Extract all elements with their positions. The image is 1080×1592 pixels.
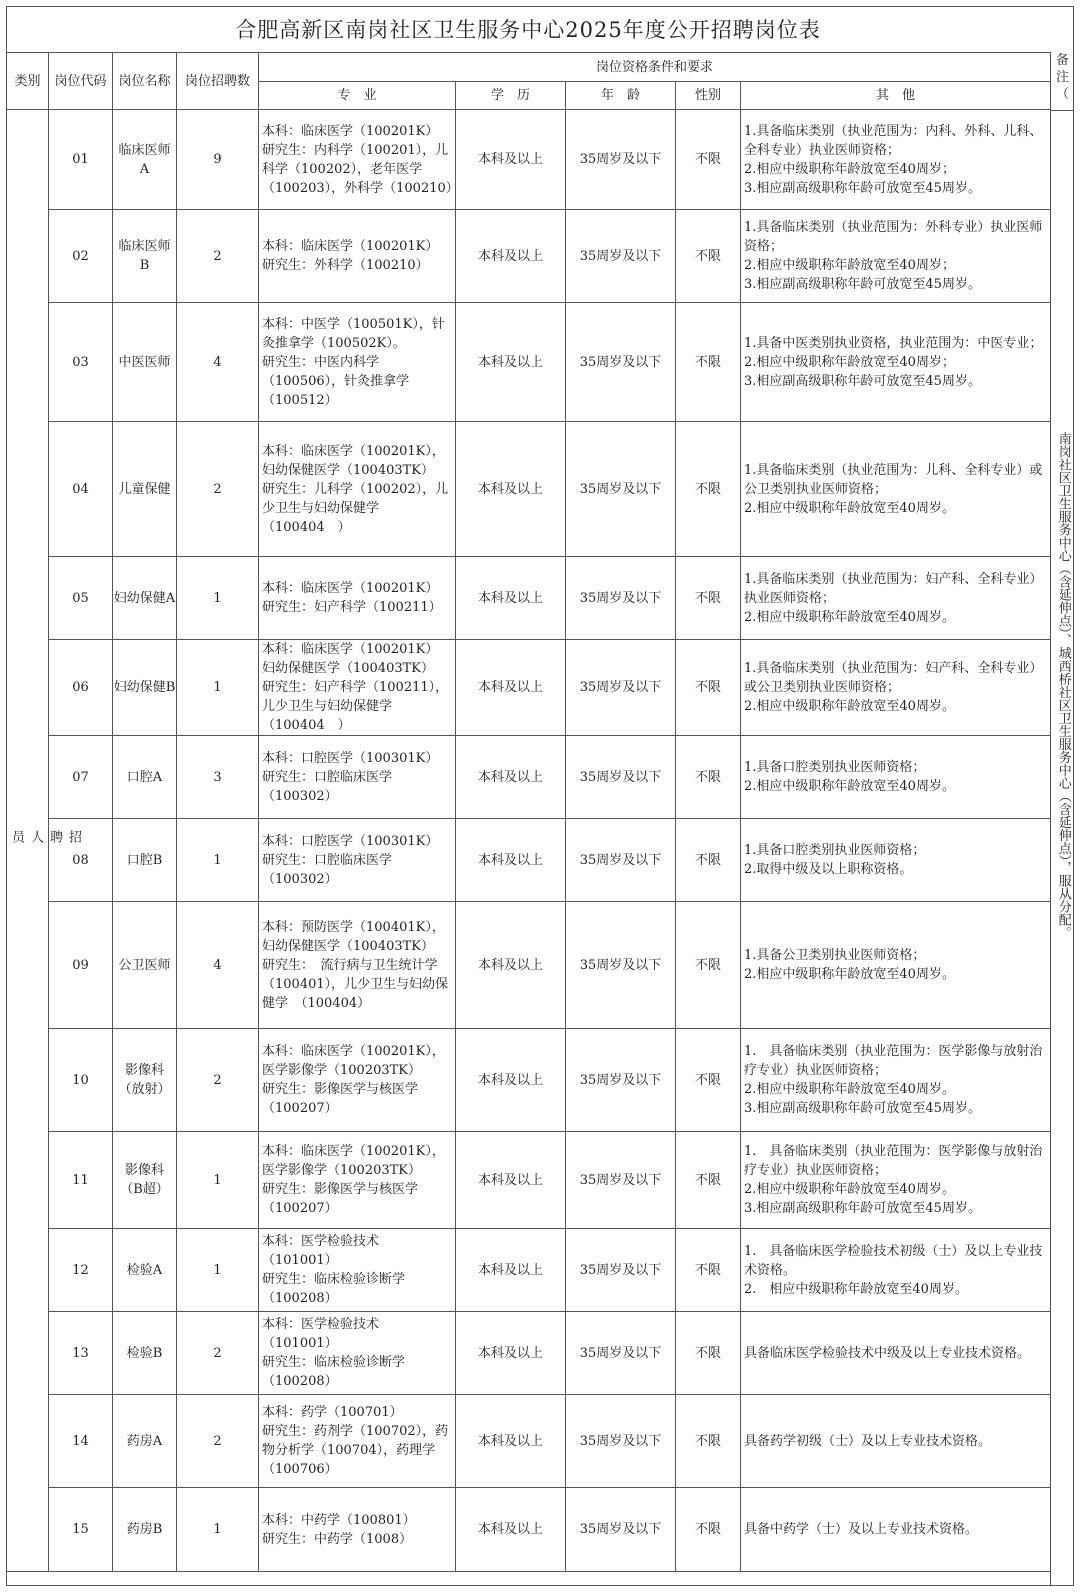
code-cell: 10 (49, 1029, 113, 1132)
header-count: 岗位招聘数 (177, 53, 259, 110)
education-cell: 本科及以上 (456, 210, 566, 303)
count-cell: 2 (177, 422, 259, 557)
name-cell: 检验A (113, 1229, 177, 1312)
remarks-text: 南岗社区卫生服务中心（含延伸点）、城西桥社区卫生服务中心（含延伸点），服从分配。 (1055, 432, 1071, 939)
other-cell: 具备中药学（士）及以上专业技术资格。 (741, 1488, 1051, 1572)
name-cell: 中医医师 (113, 303, 177, 422)
count-cell: 2 (177, 1395, 259, 1488)
major-cell: 本科：医学检验技术（101001） 研究生：临床检验诊断学（100208） (259, 1229, 456, 1312)
education-cell: 本科及以上 (456, 640, 566, 736)
code-cell: 12 (49, 1229, 113, 1312)
name-cell: 儿童保健 (113, 422, 177, 557)
count-cell: 2 (177, 210, 259, 303)
table-row (7, 819, 1051, 902)
other-cell: 1. 具备临床类别（执业范围为：医学影像与放射治疗专业）执业医师资格； 2.相应中级职称年龄放宽至40周岁。 3.相应副高级职称年龄可放宽至45周岁。 (741, 1029, 1051, 1132)
major-cell: 本科：临床医学（100201K）， 妇幼保健医学（100403TK） 研究生：儿科学（100202），儿少卫生与妇幼保健学（100404 ） (259, 422, 456, 557)
age-cell: 35周岁及以下 (566, 1132, 676, 1229)
education-cell: 本科及以上 (456, 902, 566, 1029)
header-conditions: 岗位资格条件和要求 (259, 53, 1051, 82)
count-cell: 2 (177, 1312, 259, 1395)
major-cell: 本科：临床医学（100201K），医学影像学（100203TK） 研究生：影像医学与核医学（100207） (259, 1029, 456, 1132)
table-row (7, 640, 1051, 736)
other-cell: 1.具备口腔类别执业医师资格； 2.相应中级职称年龄放宽至40周岁。 (741, 736, 1051, 819)
major-cell: 本科：临床医学（100201K） 妇幼保健医学（100403TK） 研究生：妇产科学（100211），儿少卫生与妇幼保健学（100404 ） (259, 640, 456, 736)
header-major: 专 业 (259, 82, 456, 110)
count-cell: 1 (177, 557, 259, 640)
age-cell: 35周岁及以下 (566, 210, 676, 303)
table-row (7, 1029, 1051, 1132)
name-cell: 药房B (113, 1488, 177, 1572)
header-remarks: 备 注 （ (1051, 52, 1074, 111)
other-cell: 1.具备临床类别（执业范围为：外科专业）执业医师资格； 2.相应中级职称年龄放宽至40周岁； 3.相应副高级职称年龄可放宽至45周岁。 (741, 210, 1051, 303)
major-cell: 本科：药学（100701） 研究生：药剂学（100702），药物分析学（100704），药理学（100706） (259, 1395, 456, 1488)
code-cell: 09 (49, 902, 113, 1029)
table-row (7, 902, 1051, 1029)
name-cell: 口腔B (113, 819, 177, 902)
code-cell: 15 (49, 1488, 113, 1572)
age-cell: 35周岁及以下 (566, 1312, 676, 1395)
category-value: 招 聘 人 员 (9, 830, 81, 845)
count-cell: 1 (177, 1229, 259, 1312)
education-cell: 本科及以上 (456, 819, 566, 902)
job-table (6, 52, 1051, 1572)
code-cell: 13 (49, 1312, 113, 1395)
age-cell: 35周岁及以下 (566, 640, 676, 736)
table-row (7, 422, 1051, 557)
age-cell: 35周岁及以下 (566, 1029, 676, 1132)
name-cell: 公卫医师 (113, 902, 177, 1029)
gender-cell: 不限 (676, 1229, 741, 1312)
name-cell: 妇幼保健A (113, 557, 177, 640)
other-cell: 1.具备临床类别（执业范围为：妇产科、全科专业）执业医师资格； 2.相应中级职称年龄放宽至40周岁。 (741, 557, 1051, 640)
count-cell: 2 (177, 1029, 259, 1132)
name-cell: 检验B (113, 1312, 177, 1395)
education-cell: 本科及以上 (456, 110, 566, 210)
table-row (7, 303, 1051, 422)
gender-cell: 不限 (676, 1312, 741, 1395)
name-cell: 药房A (113, 1395, 177, 1488)
age-cell: 35周岁及以下 (566, 557, 676, 640)
major-cell: 本科：中药学（100801） 研究生：中药学（1008） (259, 1488, 456, 1572)
major-cell: 本科：口腔医学（100301K） 研究生：口腔临床医学（100302） (259, 819, 456, 902)
table-row (7, 557, 1051, 640)
name-cell: 临床医师 A (113, 110, 177, 210)
major-cell: 本科：口腔医学（100301K） 研究生：口腔临床医学（100302） (259, 736, 456, 819)
count-cell: 4 (177, 303, 259, 422)
count-cell: 4 (177, 902, 259, 1029)
code-cell: 07 (49, 736, 113, 819)
count-cell: 1 (177, 640, 259, 736)
remarks-column (1050, 52, 1074, 1585)
page-title: 合肥高新区南岗社区卫生服务中心2025年度公开招聘岗位表 (6, 6, 1050, 53)
table-row (7, 210, 1051, 303)
major-cell: 本科：中医学（100501K），针灸推拿学（100502K）。 研究生：中医内科学（100506），针灸推拿学（100512） (259, 303, 456, 422)
table-row (7, 1312, 1051, 1395)
name-cell: 影像科 （放射） (113, 1029, 177, 1132)
other-cell: 1.具备临床类别（执业范围为：妇产科、全科专业）或公卫类别执业医师资格； 2.相应中级职称年龄放宽至40周岁。 (741, 640, 1051, 736)
education-cell: 本科及以上 (456, 1395, 566, 1488)
other-cell: 1.具备中医类别执业资格，执业范围为：中医专业； 2.相应中级职称年龄放宽至40周岁； 3.相应副高级职称年龄可放宽至45周岁。 (741, 303, 1051, 422)
count-cell: 3 (177, 736, 259, 819)
gender-cell: 不限 (676, 303, 741, 422)
count-cell: 1 (177, 1488, 259, 1572)
major-cell: 本科：临床医学（100201K）， 医学影像学（100203TK） 研究生：影像医学与核医学（100207） (259, 1132, 456, 1229)
header-other: 其 他 (741, 82, 1051, 110)
gender-cell: 不限 (676, 1395, 741, 1488)
age-cell: 35周岁及以下 (566, 902, 676, 1029)
other-cell: 具备临床医学检验技术中级及以上专业技术资格。 (741, 1312, 1051, 1395)
education-cell: 本科及以上 (456, 557, 566, 640)
table-row (7, 110, 1051, 210)
education-cell: 本科及以上 (456, 1488, 566, 1572)
education-cell: 本科及以上 (456, 736, 566, 819)
name-cell: 临床医师 B (113, 210, 177, 303)
age-cell: 35周岁及以下 (566, 736, 676, 819)
code-cell: 04 (49, 422, 113, 557)
education-cell: 本科及以上 (456, 303, 566, 422)
major-cell: 本科：临床医学（100201K） 研究生：外科学（100210） (259, 210, 456, 303)
code-cell: 05 (49, 557, 113, 640)
education-cell: 本科及以上 (456, 1029, 566, 1132)
name-cell: 口腔A (113, 736, 177, 819)
other-cell: 具备药学初级（士）及以上专业技术资格。 (741, 1395, 1051, 1488)
gender-cell: 不限 (676, 1488, 741, 1572)
code-cell: 08 (49, 819, 113, 902)
other-cell: 1.具备口腔类别执业医师资格； 2.取得中级及以上职称资格。 (741, 819, 1051, 902)
name-cell: 妇幼保健B (113, 640, 177, 736)
gender-cell: 不限 (676, 110, 741, 210)
major-cell: 本科：医学检验技术（101001） 研究生：临床检验诊断学（100208） (259, 1312, 456, 1395)
education-cell: 本科及以上 (456, 1132, 566, 1229)
education-cell: 本科及以上 (456, 1229, 566, 1312)
count-cell: 1 (177, 1132, 259, 1229)
gender-cell: 不限 (676, 422, 741, 557)
age-cell: 35周岁及以下 (566, 1395, 676, 1488)
code-cell: 11 (49, 1132, 113, 1229)
gender-cell: 不限 (676, 640, 741, 736)
count-cell: 1 (177, 819, 259, 902)
other-cell: 1. 具备临床类别（执业范围为：医学影像与放射治疗专业）执业医师资格； 2.相应中级职称年龄放宽至40周岁。 3.相应副高级职称年龄可放宽至45周岁。 (741, 1132, 1051, 1229)
gender-cell: 不限 (676, 819, 741, 902)
gender-cell: 不限 (676, 902, 741, 1029)
age-cell: 35周岁及以下 (566, 1229, 676, 1312)
code-cell: 01 (49, 110, 113, 210)
other-cell: 1. 具备临床医学检验技术初级（士）及以上专业技术资格。 2. 相应中级职称年龄放宽至40周岁。 (741, 1229, 1051, 1312)
gender-cell: 不限 (676, 210, 741, 303)
header-education: 学 历 (456, 82, 566, 110)
table-row (7, 736, 1051, 819)
table-row (7, 1229, 1051, 1312)
other-cell: 1.具备临床类别（执业范围为：内科、外科、儿科、全科专业）执业医师资格； 2.相应中级职称年龄放宽至40周岁； 3.相应副高级职称年龄可放宽至45周岁。 (741, 110, 1051, 210)
major-cell: 本科：临床医学（100201K） 研究生：妇产科学（100211） (259, 557, 456, 640)
code-cell: 02 (49, 210, 113, 303)
header-name: 岗位名称 (113, 53, 177, 110)
name-cell: 影像科 （B超） (113, 1132, 177, 1229)
age-cell: 35周岁及以下 (566, 110, 676, 210)
header-category: 类别 (7, 53, 49, 110)
gender-cell: 不限 (676, 1132, 741, 1229)
count-cell: 9 (177, 110, 259, 210)
header-code: 岗位代码 (49, 53, 113, 110)
education-cell: 本科及以上 (456, 422, 566, 557)
age-cell: 35周岁及以下 (566, 819, 676, 902)
table-row (7, 1132, 1051, 1229)
code-cell: 03 (49, 303, 113, 422)
header-age: 年 龄 (566, 82, 676, 110)
education-cell: 本科及以上 (456, 1312, 566, 1395)
age-cell: 35周岁及以下 (566, 1488, 676, 1572)
remarks-value (1051, 432, 1074, 946)
age-cell: 35周岁及以下 (566, 303, 676, 422)
table-row (7, 1395, 1051, 1488)
major-cell: 本科：预防医学（100401K），妇幼保健医学（100403TK） 研究生： 流行病与卫生统计学 （100401），儿少卫生与妇幼保健学 （100404） (259, 902, 456, 1029)
other-cell: 1.具备公卫类别执业医师资格； 2.相应中级职称年龄放宽至40周岁。 (741, 902, 1051, 1029)
gender-cell: 不限 (676, 1029, 741, 1132)
gender-cell: 不限 (676, 736, 741, 819)
code-cell: 14 (49, 1395, 113, 1488)
other-cell: 1.具备临床类别（执业范围为：儿科、全科专业）或公卫类别执业医师资格； 2.相应中级职称年龄放宽至40周岁。 (741, 422, 1051, 557)
gender-cell: 不限 (676, 557, 741, 640)
age-cell: 35周岁及以下 (566, 422, 676, 557)
major-cell: 本科：临床医学（100201K） 研究生：内科学（100201），儿科学（100202），老年医学（100203），外科学（100210） (259, 110, 456, 210)
header-gender: 性别 (676, 82, 741, 110)
code-cell: 06 (49, 640, 113, 736)
table-row (7, 1488, 1051, 1572)
